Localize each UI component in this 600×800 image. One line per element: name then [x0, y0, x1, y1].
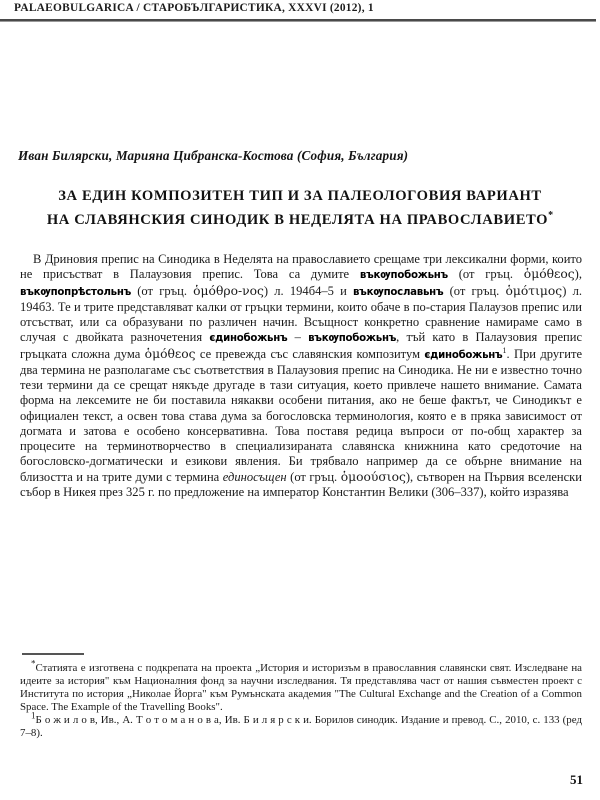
ocs-term-6: єдинобожьнъ	[424, 349, 503, 361]
ocs-term-5: въкѹпобожьнъ	[308, 333, 397, 345]
body-paragraph	[20, 252, 582, 500]
body-seg-12: (от гръц.	[286, 469, 341, 484]
body-seg-10: се превежда със славянския композитум	[195, 346, 425, 361]
page-number: 51	[570, 772, 583, 787]
title-line-1: ЗА ЕДИН КОМПОЗИТЕН ТИП И ЗА ПАЛЕОЛОГОВИЯ ВАРИАНТ	[58, 188, 542, 204]
footnote-star	[20, 658, 582, 714]
italic-term-edinosashten: единосъщен	[222, 469, 287, 484]
body-seg-13: ), сътворен на Първия вселенски събор в Никея през 325 г. по предложение на император Константин Велики (306–337), който изразява	[20, 469, 582, 499]
body-seg-1: В Дриновия препис на Синодика в Неделята на православието срещаме три лексикални форми, които не присъстват в Палаузовия препис. Това са думите	[20, 252, 582, 282]
body-seg-4: (от гръц.	[131, 283, 194, 298]
title-footnote-marker: *	[548, 210, 554, 221]
footnote-reference-1[interactable]: 1	[502, 345, 507, 355]
greek-term-3: ὁμότιμος	[505, 283, 563, 298]
body-seg-11: . При другите два термина не разполагаме със съответствия в Палаузовия препис на Синодика. Не ни е известно точно тези термини да се срещат някъде другаде в тази ситуация, което привлече нашето внимание. Самата форма на лексемите не би поставила някакви особени питания, ако не беше фактът, че Синодикът е официален текст, а освен това става дума за богословска терминология, която е в пряка зависимост от догмата и затова е особено консервативна. Това поставя редица въпроси от по-общ характер за процесите на терминотворчество в специализираната славянска книжнина като средоточие на богословско-догматически и езикови явления. Би трябвало например да се обърне внимание на близостта и на трите думи с термина	[20, 346, 583, 484]
footnote-one-f: . Борилов синодик. Издание и превод. С., 2010, с. 133 (ред 7–8).	[20, 714, 582, 740]
footnotes-block	[20, 658, 582, 741]
footnote-one-marker: 1	[31, 710, 36, 721]
footnote-author-totomanova: Т о т о м а н о в а	[135, 714, 219, 727]
footnote-one-d: , Ив.	[218, 714, 244, 727]
footnote-author-bilyarski: Б и л я р с к и	[243, 714, 309, 727]
ocs-term-2: въкѹпопрѣстольнъ	[20, 286, 132, 298]
footnote-star-text-b: "The Cultural Exchange and the Creation of a Common Space. The Example of the Travelling Books".	[20, 688, 582, 714]
footnote-star-text-a: Статията е изготвена с подкрепата на проекта „История и историзъм в православния славянски свят. Изследване на идеите за история" към Националния фонд за научни изследвания. Тя представлява част от нашия съвместен проект с Института по история „Николае Йорга" към Румънската академия	[20, 662, 582, 701]
footnote-one	[20, 710, 582, 740]
ocs-term-1: въкѹпобожьнъ	[359, 270, 448, 282]
greek-term-2: ὁμόθρο-νος	[193, 283, 264, 298]
footnote-one-b: , Ив., А.	[95, 714, 136, 727]
footnote-star-marker: *	[31, 658, 36, 669]
body-seg-9: , тъй като в Палаузовия препис гръцката сложна дума	[20, 330, 583, 361]
body-seg-5: ) л. 194б4–5 и	[263, 283, 353, 298]
body-seg-8: –	[287, 330, 309, 345]
footnote-separator-rule	[22, 653, 84, 655]
header-rule	[0, 19, 596, 21]
body-seg-7: ) л. 194б3. Те и трите представляват калки от гръцки термини, които обаче в по-стария Палаузов препис или отсъстват, или са образувани по различен начин. Всъщност конкретно сравнение намираме само в случая с двойката разночетения	[20, 283, 582, 345]
body-seg-6: (от гръц.	[443, 283, 506, 298]
ocs-term-4: єдинобожьнъ	[209, 333, 288, 345]
greek-term-4: ὁμόθεος	[144, 346, 196, 361]
body-text	[20, 252, 582, 500]
ocs-term-3: въкѹпославьнъ	[352, 286, 444, 298]
title-line-2-wrapper	[14, 206, 586, 230]
article-title	[14, 186, 586, 230]
body-seg-3: ),	[574, 267, 582, 282]
body-seg-2: (от гръц.	[447, 267, 524, 282]
title-line-2: НА СЛАВЯНСКИЯ СИНОДИК В НЕДЕЛЯТА НА ПРАВОСЛАВИЕТО	[46, 211, 549, 228]
authors-line: Иван Билярски, Марияна Цибранска-Костова (София, България)	[18, 148, 409, 163]
greek-term-1: ὁμόθεος	[523, 267, 575, 282]
running-head: PALAEOBULGARICA / СТАРОБЪЛГАРИСТИКА, XXXVI (2012), 1	[14, 2, 374, 14]
greek-term-5: ὁμοούσιος	[340, 469, 406, 484]
footnote-author-bozhilov: Б о ж и л о в	[35, 714, 95, 727]
